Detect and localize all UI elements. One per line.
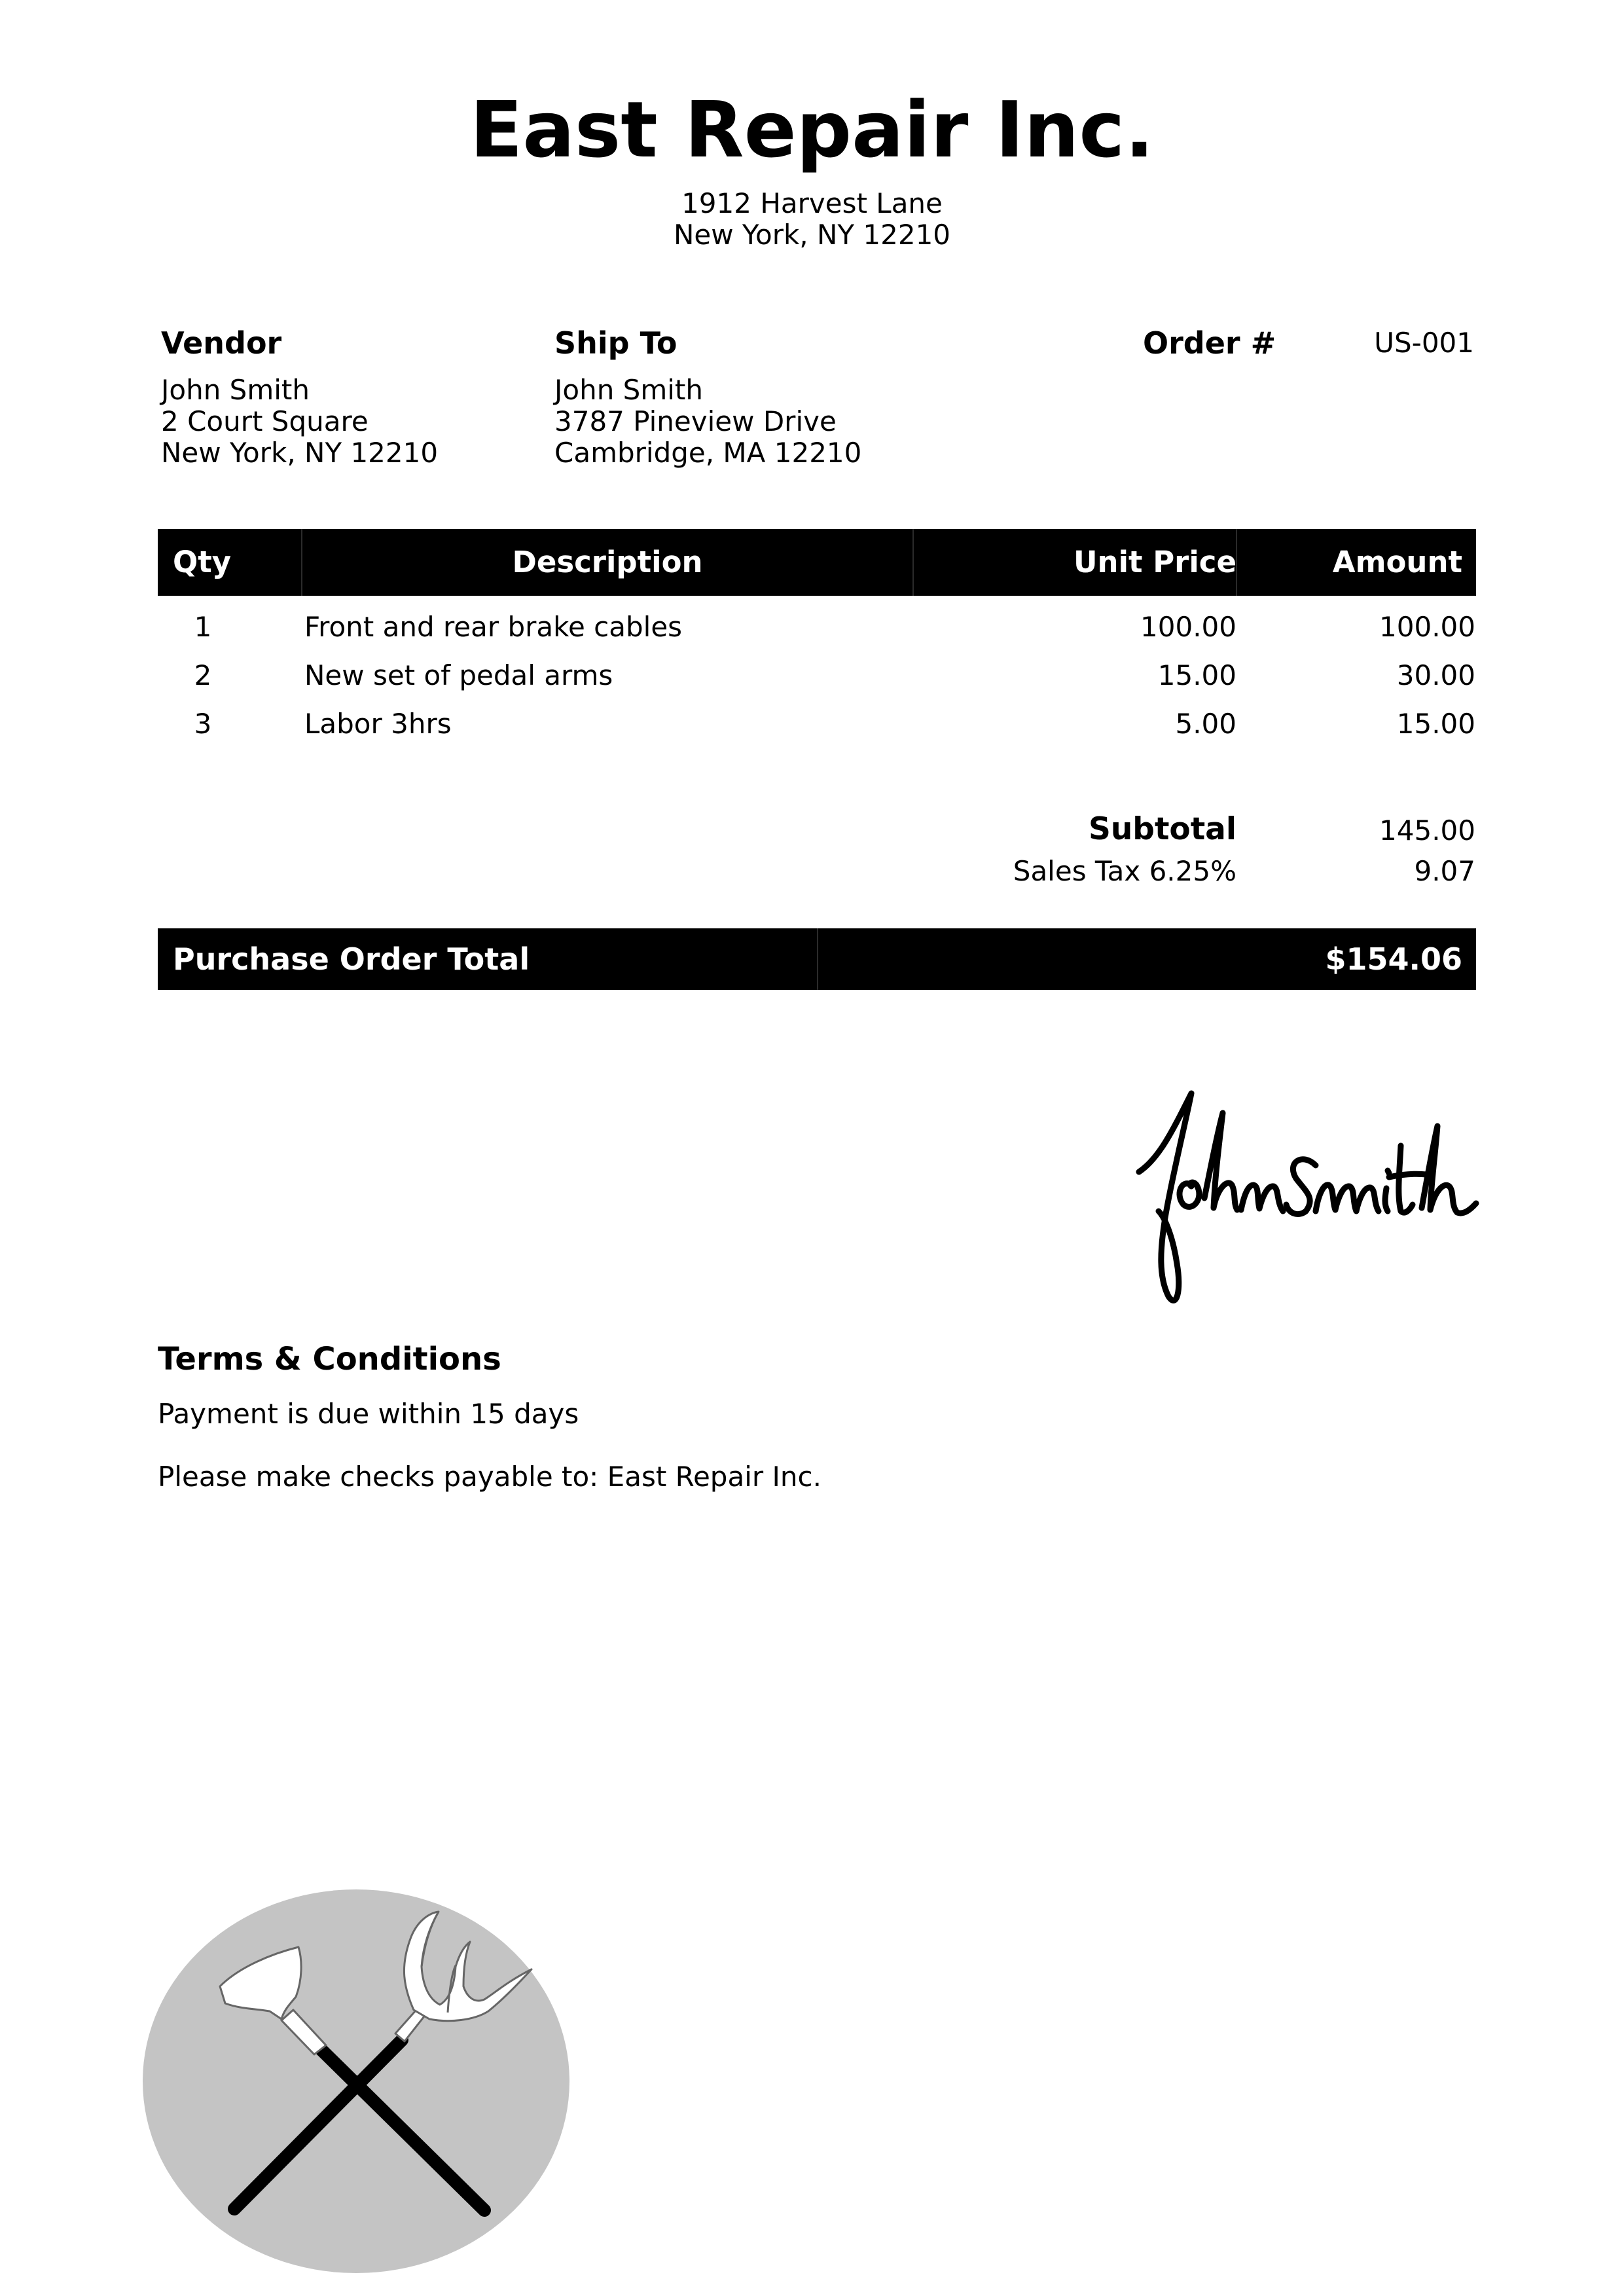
row-description: Labor 3hrs <box>304 708 452 740</box>
ship-to-street: 3787 Pineview Drive <box>554 405 837 437</box>
sales-tax-label: Sales Tax 6.25% <box>1013 855 1236 887</box>
column-header-unit-price: Unit Price <box>1074 545 1236 579</box>
ship-to-city: Cambridge, MA 12210 <box>554 437 862 469</box>
row-unit-price: 15.00 <box>1157 659 1236 691</box>
row-description: New set of pedal arms <box>304 659 613 691</box>
total-bar-divider <box>817 928 818 990</box>
row-description: Front and rear brake cables <box>304 611 683 643</box>
subtotal-label: Subtotal <box>1088 811 1236 847</box>
sales-tax-value: 9.07 <box>1414 855 1475 887</box>
column-header-qty: Qty <box>173 545 232 579</box>
column-header-amount: Amount <box>1332 545 1462 579</box>
crossed-hoe-and-pitchfork-icon <box>141 1888 571 2274</box>
company-address-line1: 1912 Harvest Lane <box>681 187 943 219</box>
terms-heading: Terms & Conditions <box>158 1341 501 1377</box>
ship-to-name: John Smith <box>554 374 704 406</box>
order-number-value: US-001 <box>1374 327 1474 359</box>
terms-line: Payment is due within 15 days <box>158 1398 579 1430</box>
row-amount: 100.00 <box>1379 611 1475 643</box>
company-name: East Repair Inc. <box>469 84 1155 175</box>
column-header-description: Description <box>512 545 703 579</box>
row-unit-price: 100.00 <box>1140 611 1236 643</box>
company-address-line2: New York, NY 12210 <box>673 219 951 251</box>
row-qty: 3 <box>194 708 212 740</box>
purchase-order-total-label: Purchase Order Total <box>173 941 530 977</box>
row-unit-price: 5.00 <box>1175 708 1236 740</box>
row-qty: 1 <box>194 611 212 643</box>
row-amount: 30.00 <box>1396 659 1475 691</box>
row-amount: 15.00 <box>1396 708 1475 740</box>
vendor-street: 2 Court Square <box>161 405 369 437</box>
row-qty: 2 <box>194 659 212 691</box>
subtotal-value: 145.00 <box>1379 814 1475 847</box>
vendor-heading: Vendor <box>161 325 282 361</box>
order-number-label: Order # <box>1143 325 1276 361</box>
vendor-city: New York, NY 12210 <box>161 437 439 469</box>
purchase-order-total-value: $154.06 <box>1325 941 1462 977</box>
signature <box>1119 1087 1486 1309</box>
ship-to-heading: Ship To <box>554 325 677 361</box>
terms-line: Please make checks payable to: East Repair Inc. <box>158 1461 821 1493</box>
vendor-name: John Smith <box>161 374 310 406</box>
